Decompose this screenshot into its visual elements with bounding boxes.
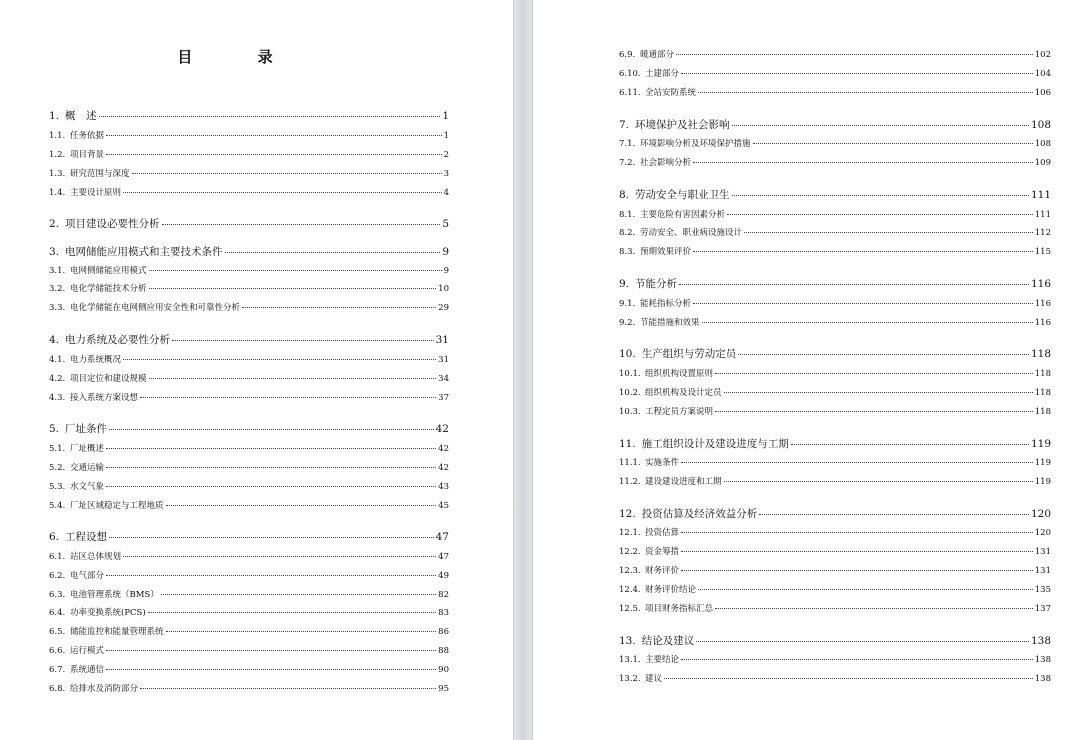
- toc-leader-dots: [106, 486, 436, 487]
- toc-leader-dots: [106, 575, 436, 576]
- toc-entry[interactable]: [49, 569, 449, 581]
- toc-entry-title: 电力系统及必要性分析: [65, 334, 171, 346]
- toc-entry-page: 43: [438, 482, 449, 492]
- toc-entry-number: 8.1.: [619, 210, 636, 220]
- toc-entry-page: 119: [1030, 438, 1051, 450]
- toc-entry-number: 10.1.: [619, 369, 641, 379]
- toc-entry-title: 主要结论: [645, 655, 680, 665]
- toc-entry-title: 厂址概述: [70, 444, 105, 454]
- toc-entry-title: 电气部分: [70, 571, 105, 581]
- toc-entry[interactable]: [49, 282, 449, 294]
- toc-leader-dots: [123, 556, 436, 557]
- toc-entry-title: 生产组织与劳动定员: [641, 348, 737, 360]
- toc-entry-number: 6.9.: [619, 50, 636, 60]
- toc-entry-number: 5.2.: [49, 463, 66, 473]
- toc-leader-dots: [681, 532, 1033, 533]
- toc-leader-dots: [693, 303, 1033, 304]
- toc-entry[interactable]: [619, 367, 1051, 379]
- toc-leader-dots: [698, 92, 1033, 93]
- toc-entry-title: 组织机构及设计定员: [645, 388, 722, 398]
- toc-entry-number: 1.2.: [49, 150, 66, 160]
- toc-entry-number: 3.: [49, 246, 60, 258]
- toc-entry[interactable]: [49, 442, 449, 454]
- toc-leader-dots: [106, 669, 436, 670]
- toc-entry-page: 88: [438, 646, 449, 656]
- toc-leader-dots: [664, 678, 1033, 679]
- toc-entry-page: 118: [1034, 388, 1051, 398]
- toc-entry-page: 29: [438, 303, 449, 313]
- toc-entry-title: 结论及建议: [641, 635, 695, 647]
- toc-entry-page: 86: [438, 627, 449, 637]
- toc-entry[interactable]: [49, 499, 449, 511]
- toc-entry-title: 投资估算: [645, 528, 680, 538]
- toc-entry[interactable]: [49, 644, 449, 656]
- toc-entry[interactable]: [619, 386, 1051, 398]
- toc-leader-dots: [693, 251, 1033, 252]
- toc-entry-number: 6.11.: [619, 88, 641, 98]
- toc-leader-dots: [715, 608, 1033, 609]
- toc-entry-page: 138: [1034, 674, 1051, 684]
- toc-entry[interactable]: [619, 583, 1051, 595]
- toc-entry[interactable]: [49, 186, 449, 198]
- toc-entry-page: 9: [442, 246, 449, 258]
- toc-entry-page: 118: [1034, 407, 1051, 417]
- toc-entry-title: 水文气象: [70, 482, 105, 492]
- toc-entry-number: 3.1.: [49, 266, 66, 276]
- toc-entry-page: 119: [1034, 458, 1051, 468]
- toc-entry[interactable]: [49, 529, 449, 544]
- toc-entry[interactable]: [619, 316, 1051, 328]
- toc-entry[interactable]: [619, 245, 1051, 257]
- toc-entry-number: 3.3.: [49, 303, 66, 313]
- toc-title: 目 录: [177, 48, 303, 66]
- toc-entry-number: 6.10.: [619, 69, 641, 79]
- toc-entry-title: 工程定员方案说明: [645, 407, 714, 417]
- toc-entry-page: 49: [438, 571, 449, 581]
- toc-entry-title: 主要危险有害因素分析: [640, 210, 726, 220]
- toc-entry-page: 118: [1030, 348, 1051, 360]
- toc-entry-page: 37: [438, 393, 449, 403]
- toc-entry-number: 5.: [49, 423, 60, 435]
- toc-leader-dots: [715, 411, 1033, 412]
- toc-entry[interactable]: [49, 216, 449, 231]
- toc-leader-dots: [753, 143, 1033, 144]
- toc-leader-dots: [681, 462, 1033, 463]
- toc-entry[interactable]: [49, 332, 449, 347]
- toc-entry-number: 12.4.: [619, 585, 641, 595]
- toc-entry[interactable]: [619, 187, 1051, 202]
- toc-entry-number: 6.5.: [49, 627, 66, 637]
- toc-entry-title: 财务评价: [645, 566, 680, 576]
- toc-leader-dots: [225, 252, 441, 253]
- toc-entry-page: 111: [1034, 210, 1051, 220]
- toc-entry-title: 交通运输: [70, 463, 105, 473]
- toc-entry-page: 31: [435, 334, 449, 346]
- toc-entry-page: 131: [1034, 547, 1051, 557]
- toc-entry-title: 施工组织设计及建设进度与工期: [641, 438, 789, 450]
- toc-entry[interactable]: [619, 48, 1051, 60]
- toc-entry-number: 7.: [619, 119, 630, 131]
- toc-entry-title: 投资估算及经济效益分析: [641, 508, 758, 520]
- toc-entry-page: 1: [442, 110, 449, 122]
- toc-entry-title: 节能分析: [635, 278, 678, 290]
- toc-entry-page: 120: [1034, 528, 1051, 538]
- toc-entry-title: 资金筹措: [645, 547, 680, 557]
- toc-entry[interactable]: [49, 301, 449, 313]
- toc-entry[interactable]: [49, 663, 449, 675]
- toc-entry-number: 12.5.: [619, 604, 641, 614]
- toc-entry-number: 1.1.: [49, 131, 66, 141]
- toc-entry[interactable]: [49, 606, 449, 618]
- toc-entry-number: 6.1.: [49, 552, 66, 562]
- toc-entry-number: 6.: [49, 531, 60, 543]
- toc-entry-title: 给排水及消防部分: [70, 684, 139, 694]
- toc-entry-title: 实施条件: [645, 458, 680, 468]
- toc-entry[interactable]: [619, 633, 1051, 648]
- toc-entry-page: 34: [438, 374, 449, 384]
- toc-entry[interactable]: [49, 480, 449, 492]
- toc-leader-dots: [681, 570, 1033, 571]
- toc-entry-number: 10.3.: [619, 407, 641, 417]
- toc-entry-title: 项目背景: [70, 150, 105, 160]
- toc-entry-number: 4.: [49, 334, 60, 346]
- toc-entry-number: 6.2.: [49, 571, 66, 581]
- toc-entry-title: 站区总体规划: [70, 552, 122, 562]
- toc-entry-number: 8.: [619, 189, 630, 201]
- toc-leader-dots: [759, 514, 1029, 515]
- toc-entry-title: 劳动安全、职业病设施设计: [640, 228, 743, 238]
- toc-entry-title: 能耗指标分析: [640, 299, 692, 309]
- toc-entry[interactable]: [619, 456, 1051, 468]
- toc-entry[interactable]: [49, 167, 449, 179]
- toc-entry-number: 4.2.: [49, 374, 66, 384]
- toc-entry-number: 10.2.: [619, 388, 641, 398]
- toc-entry-page: 47: [435, 531, 449, 543]
- toc-entry-title: 土建部分: [645, 69, 680, 79]
- toc-leader-dots: [676, 54, 1033, 55]
- toc-entry-number: 12.3.: [619, 566, 641, 576]
- toc-entry-page: 138: [1034, 655, 1051, 665]
- toc-leader-dots: [109, 537, 434, 538]
- toc-entry-page: 9: [443, 266, 449, 276]
- toc-entry-number: 13.: [619, 635, 636, 647]
- toc-leader-dots: [679, 284, 1029, 285]
- toc-entry[interactable]: [49, 461, 449, 473]
- toc-entry[interactable]: [619, 436, 1051, 451]
- toc-entry[interactable]: [619, 405, 1051, 417]
- toc-entry-title: 运行模式: [70, 646, 105, 656]
- toc-entry[interactable]: [49, 550, 449, 562]
- toc-entry-page: 135: [1034, 585, 1051, 595]
- toc-leader-dots: [727, 214, 1033, 215]
- toc-entry-number: 6.8.: [49, 684, 66, 694]
- toc-entry-title: 建议: [645, 674, 663, 684]
- toc-entry[interactable]: [619, 602, 1051, 614]
- toc-entry[interactable]: [619, 226, 1051, 238]
- toc-entry-page: 2: [443, 150, 449, 160]
- toc-entry-title: 暖通部分: [640, 50, 675, 60]
- toc-leader-dots: [166, 505, 437, 506]
- toc-entry-title: 预期效果评价: [640, 247, 692, 257]
- toc-entry-title: 节能措施和效果: [640, 318, 700, 328]
- toc-entry-number: 6.4.: [49, 608, 66, 618]
- toc-leader-dots: [732, 125, 1029, 126]
- toc-entry-page: 109: [1034, 158, 1051, 168]
- toc-entry[interactable]: [619, 86, 1051, 98]
- toc-entry-title: 项目定位和建设规模: [70, 374, 147, 384]
- toc-entry-number: 12.2.: [619, 547, 641, 557]
- toc-entry-page: 111: [1030, 189, 1051, 201]
- toc-entry[interactable]: [619, 545, 1051, 557]
- toc-leader-dots: [166, 631, 437, 632]
- toc-entry-title: 概 述: [65, 110, 97, 122]
- toc-entry-title: 社会影响分析: [640, 158, 692, 168]
- toc-leader-dots: [724, 392, 1033, 393]
- toc-entry-title: 电力系统概况: [70, 355, 122, 365]
- toc-entry[interactable]: [619, 506, 1051, 521]
- toc-leader-dots: [732, 195, 1029, 196]
- toc-entry-number: 4.1.: [49, 355, 66, 365]
- toc-entry-page: 116: [1034, 318, 1051, 328]
- toc-entry-title: 主要设计原则: [70, 188, 122, 198]
- toc-entry-title: 组织机构设置原则: [645, 369, 714, 379]
- toc-entry[interactable]: [619, 564, 1051, 576]
- toc-entry-title: 任务依据: [70, 131, 105, 141]
- toc-entry-title: 接入系统方案设想: [70, 393, 139, 403]
- toc-entry-title: 储能监控和能量管理系统: [70, 627, 164, 637]
- toc-entry-number: 11.2.: [619, 477, 641, 487]
- toc-entry-number: 8.3.: [619, 247, 636, 257]
- toc-leader-dots: [693, 162, 1033, 163]
- toc-entry-page: 104: [1034, 69, 1051, 79]
- toc-entry-number: 5.4.: [49, 501, 66, 511]
- toc-entry-number: 10.: [619, 348, 636, 360]
- toc-page-right: [532, 0, 1070, 740]
- toc-entry-number: 6.7.: [49, 665, 66, 675]
- toc-entry[interactable]: [49, 391, 449, 403]
- toc-entry-page: 116: [1034, 299, 1051, 309]
- toc-entry-number: 6.3.: [49, 590, 66, 600]
- toc-entry-number: 11.1.: [619, 458, 641, 468]
- toc-entry-number: 9.: [619, 278, 630, 290]
- toc-entry-number: 2.: [49, 218, 60, 230]
- page-gutter: [514, 0, 532, 740]
- toc-entry[interactable]: [619, 156, 1051, 168]
- toc-entry-title: 电网侧储能应用模式: [70, 266, 147, 276]
- toc-leader-dots: [724, 481, 1033, 482]
- toc-entry-page: 83: [438, 608, 449, 618]
- toc-entry-page: 131: [1034, 566, 1051, 576]
- toc-entry-number: 4.3.: [49, 393, 66, 403]
- toc-entry-page: 90: [438, 665, 449, 675]
- toc-entry-page: 3: [443, 169, 449, 179]
- toc-entry-number: 9.2.: [619, 318, 636, 328]
- toc-entry-page: 106: [1034, 88, 1051, 98]
- toc-leader-dots: [681, 551, 1033, 552]
- toc-entry-number: 7.2.: [619, 158, 636, 168]
- toc-entry[interactable]: [619, 67, 1051, 79]
- toc-entry[interactable]: [49, 588, 449, 600]
- toc-leader-dots: [123, 359, 436, 360]
- toc-entry-page: 95: [438, 684, 449, 694]
- toc-entry-page: 42: [438, 444, 449, 454]
- toc-leader-dots: [106, 467, 436, 468]
- toc-entry-page: 42: [435, 423, 449, 435]
- toc-entry[interactable]: [49, 244, 449, 259]
- toc-entry-page: 108: [1034, 139, 1051, 149]
- toc-entry[interactable]: [49, 682, 449, 694]
- toc-entry-title: 环境影响分析及环境保护措施: [640, 139, 751, 149]
- toc-entry-title: 厂址条件: [65, 423, 108, 435]
- toc-entry-number: 12.: [619, 508, 636, 520]
- toc-leader-dots: [106, 154, 442, 155]
- toc-leader-dots: [106, 135, 442, 136]
- toc-leader-dots: [148, 612, 436, 613]
- toc-entry-number: 8.2.: [619, 228, 636, 238]
- toc-entry-page: 82: [438, 590, 449, 600]
- toc-entry-title: 电池管理系统（BMS）: [70, 590, 159, 600]
- toc-entry[interactable]: [49, 353, 449, 365]
- toc-leader-dots: [162, 224, 441, 225]
- toc-entry-page: 116: [1030, 278, 1051, 290]
- toc-entry-title: 研究范围与深度: [70, 169, 130, 179]
- toc-entry[interactable]: [49, 148, 449, 160]
- toc-entry-title: 建设建设进度和工期: [645, 477, 722, 487]
- toc-entry-number: 5.3.: [49, 482, 66, 492]
- toc-leader-dots: [791, 444, 1029, 445]
- toc-entry-title: 项目建设必要性分析: [65, 218, 160, 230]
- toc-entry[interactable]: [619, 475, 1051, 487]
- toc-entry-number: 6.6.: [49, 646, 66, 656]
- toc-entry-number: 7.1.: [619, 139, 636, 149]
- toc-leader-dots: [149, 288, 437, 289]
- toc-entry[interactable]: [49, 372, 449, 384]
- toc-entry-title: 电化学储能技术分析: [70, 284, 147, 294]
- toc-leader-dots: [681, 73, 1033, 74]
- toc-leader-dots: [140, 688, 436, 689]
- toc-entry-number: 13.2.: [619, 674, 641, 684]
- toc-entry[interactable]: [49, 264, 449, 276]
- toc-leader-dots: [149, 270, 442, 271]
- toc-leader-dots: [123, 192, 442, 193]
- toc-leader-dots: [149, 378, 437, 379]
- toc-entry-page: 108: [1030, 119, 1051, 131]
- toc-leader-dots: [242, 307, 436, 308]
- toc-leader-dots: [744, 232, 1033, 233]
- toc-entry[interactable]: [619, 208, 1051, 220]
- toc-page-left: [0, 0, 514, 740]
- toc-entry-number: 12.1.: [619, 528, 641, 538]
- toc-leader-dots: [698, 589, 1033, 590]
- toc-entry-page: 5: [442, 218, 449, 230]
- toc-leader-dots: [681, 659, 1033, 660]
- toc-entry-title: 全站安防系统: [645, 88, 697, 98]
- toc-leader-dots: [738, 354, 1029, 355]
- toc-entry-page: 102: [1034, 50, 1051, 60]
- toc-entry[interactable]: [619, 672, 1051, 684]
- toc-entry-page: 47: [438, 552, 449, 562]
- toc-leader-dots: [161, 594, 436, 595]
- toc-entry-page: 45: [438, 501, 449, 511]
- toc-entry[interactable]: [619, 137, 1051, 149]
- toc-leader-dots: [172, 340, 434, 341]
- toc-leader-dots: [696, 641, 1029, 642]
- toc-entry-title: 环境保护及社会影响: [635, 119, 730, 131]
- toc-leader-dots: [140, 397, 436, 398]
- toc-entry-page: 120: [1030, 508, 1051, 520]
- toc-entry-number: 9.1.: [619, 299, 636, 309]
- toc-entry-title: 工程设想: [65, 531, 108, 543]
- toc-leader-dots: [702, 322, 1033, 323]
- toc-entry-page: 10: [438, 284, 449, 294]
- toc-entry-number: 5.1.: [49, 444, 66, 454]
- toc-leader-dots: [715, 373, 1033, 374]
- toc-entry-page: 118: [1034, 369, 1051, 379]
- toc-entry-title: 项目财务指标汇总: [645, 604, 714, 614]
- toc-entry[interactable]: [49, 625, 449, 637]
- toc-entry-page: 115: [1034, 247, 1051, 257]
- toc-entry[interactable]: [49, 108, 449, 123]
- toc-entry-number: 1.4.: [49, 188, 66, 198]
- toc-entry-title: 财务评价结论: [645, 585, 697, 595]
- toc-entry-page: 1: [443, 131, 449, 141]
- toc-entry-page: 42: [438, 463, 449, 473]
- toc-entry-page: 31: [438, 355, 449, 365]
- toc-entry-number: 13.1.: [619, 655, 641, 665]
- toc-leader-dots: [106, 448, 436, 449]
- toc-entry-number: 11.: [619, 438, 636, 450]
- toc-leader-dots: [109, 429, 434, 430]
- toc-entry[interactable]: [619, 297, 1051, 309]
- toc-entry-title: 电化学储能在电网侧应用安全性和可靠性分析: [70, 303, 241, 313]
- toc-leader-dots: [99, 116, 441, 117]
- toc-entry-title: 劳动安全与职业卫生: [635, 189, 730, 201]
- toc-entry-page: 112: [1034, 228, 1051, 238]
- toc-entry[interactable]: [619, 276, 1051, 291]
- toc-entry[interactable]: [619, 346, 1051, 361]
- toc-entry[interactable]: [619, 653, 1051, 665]
- toc-entry-title: 厂址区域稳定与工程地质: [70, 501, 164, 511]
- toc-entry-page: 137: [1034, 604, 1051, 614]
- toc-entry[interactable]: [49, 129, 449, 141]
- toc-entry-page: 138: [1030, 635, 1051, 647]
- toc-entry-number: 1.3.: [49, 169, 66, 179]
- toc-entry-title: 系统通信: [70, 665, 105, 675]
- toc-entry[interactable]: [619, 117, 1051, 132]
- toc-leader-dots: [106, 650, 436, 651]
- toc-entry-title: 功率变换系统(PCS): [70, 608, 146, 618]
- toc-entry[interactable]: [619, 526, 1051, 538]
- toc-entry-page: 119: [1034, 477, 1051, 487]
- toc-entry-title: 电网储能应用模式和主要技术条件: [65, 246, 223, 258]
- toc-leader-dots: [132, 173, 442, 174]
- toc-entry[interactable]: [49, 421, 449, 436]
- toc-entry-page: 4: [443, 188, 449, 198]
- toc-entry-number: 3.2.: [49, 284, 66, 294]
- toc-entry-number: 1.: [49, 110, 60, 122]
